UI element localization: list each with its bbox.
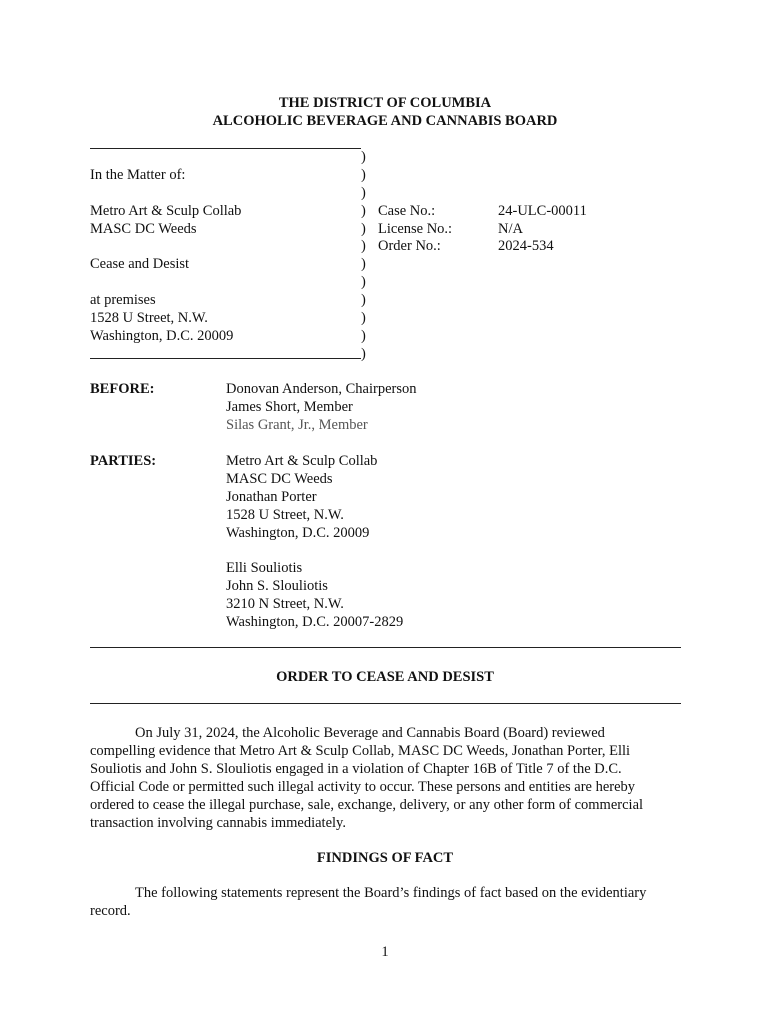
findings-line: The following statements represent the Board’s findings of fact based on the evidentiary <box>135 885 647 901</box>
intro-line: ordered to cease the illegal purchase, sale, exchange, delivery, or any other form of commercial <box>90 797 644 813</box>
license-number-value: N/A <box>498 221 523 237</box>
party-line: MASC DC Weeds <box>226 471 333 487</box>
caption-paren: ) <box>361 149 366 165</box>
caption-paren: ) <box>361 185 366 201</box>
case-number-value: 24-ULC-00011 <box>498 203 587 219</box>
caption-paren: ) <box>361 346 366 362</box>
party-line: Jonathan Porter <box>226 489 317 505</box>
agency-title-line2: ALCOHOLIC BEVERAGE AND CANNABIS BOARD <box>212 113 558 129</box>
party-line: Washington, D.C. 20009 <box>226 525 370 541</box>
party-line: Elli Souliotis <box>226 560 303 576</box>
findings-title: FINDINGS OF FACT <box>316 850 454 866</box>
party-line: 1528 U Street, N.W. <box>226 507 344 523</box>
caption-matter: In the Matter of: <box>90 167 186 183</box>
caption-paren: ) <box>361 256 366 272</box>
party-line: 3210 N Street, N.W. <box>226 596 344 612</box>
license-number-label: License No.: <box>378 221 453 237</box>
party-line: Metro Art & Sculp Collab <box>226 453 378 469</box>
caption-address1: 1528 U Street, N.W. <box>90 310 208 326</box>
caption-paren: ) <box>361 221 366 237</box>
case-number-label: Case No.: <box>378 203 436 219</box>
caption-bottom-rule <box>90 358 361 359</box>
order-number-label: Order No.: <box>378 238 441 254</box>
page-number: 1 <box>381 944 389 960</box>
party-line: Washington, D.C. 20007-2829 <box>226 614 404 630</box>
caption-paren: ) <box>361 167 366 183</box>
intro-line: Souliotis and John S. Slouliotis engaged in a violation of Chapter 16B of Title 7 of the D.C. <box>90 761 622 777</box>
intro-line: compelling evidence that Metro Art & Sculp Collab, MASC DC Weeds, Jonathan Porter, Elli <box>90 743 631 759</box>
caption-paren: ) <box>361 328 366 344</box>
board-member: James Short, Member <box>226 399 353 415</box>
before-label: BEFORE: <box>90 381 155 397</box>
caption-paren: ) <box>361 203 366 219</box>
caption-premises-label: at premises <box>90 292 156 308</box>
agency-title-line1: THE DISTRICT OF COLUMBIA <box>278 95 492 111</box>
parties-label: PARTIES: <box>90 453 157 469</box>
caption-paren: ) <box>361 292 366 308</box>
findings-line: record. <box>90 903 131 919</box>
board-member: Silas Grant, Jr., Member <box>226 417 368 433</box>
intro-line: transaction involving cannabis immediately. <box>90 815 346 831</box>
intro-line: On July 31, 2024, the Alcoholic Beverage and Cannabis Board (Board) reviewed <box>135 725 605 741</box>
caption-action: Cease and Desist <box>90 256 190 272</box>
order-bottom-rule <box>90 703 681 704</box>
order-title: ORDER TO CEASE AND DESIST <box>276 669 494 685</box>
party-line: John S. Slouliotis <box>226 578 328 594</box>
order-top-rule <box>90 647 681 648</box>
caption-entity1: Metro Art & Sculp Collab <box>90 203 242 219</box>
intro-line: Official Code or permitted such illegal activity to occur. These persons and entities are hereby <box>90 779 636 795</box>
caption-address2: Washington, D.C. 20009 <box>90 328 234 344</box>
caption-paren: ) <box>361 310 366 326</box>
caption-paren: ) <box>361 238 366 254</box>
board-member: Donovan Anderson, Chairperson <box>226 381 417 397</box>
caption-paren: ) <box>361 274 366 290</box>
caption-entity2: MASC DC Weeds <box>90 221 197 237</box>
caption-top-rule <box>90 148 361 149</box>
order-number-value: 2024-534 <box>498 238 554 254</box>
